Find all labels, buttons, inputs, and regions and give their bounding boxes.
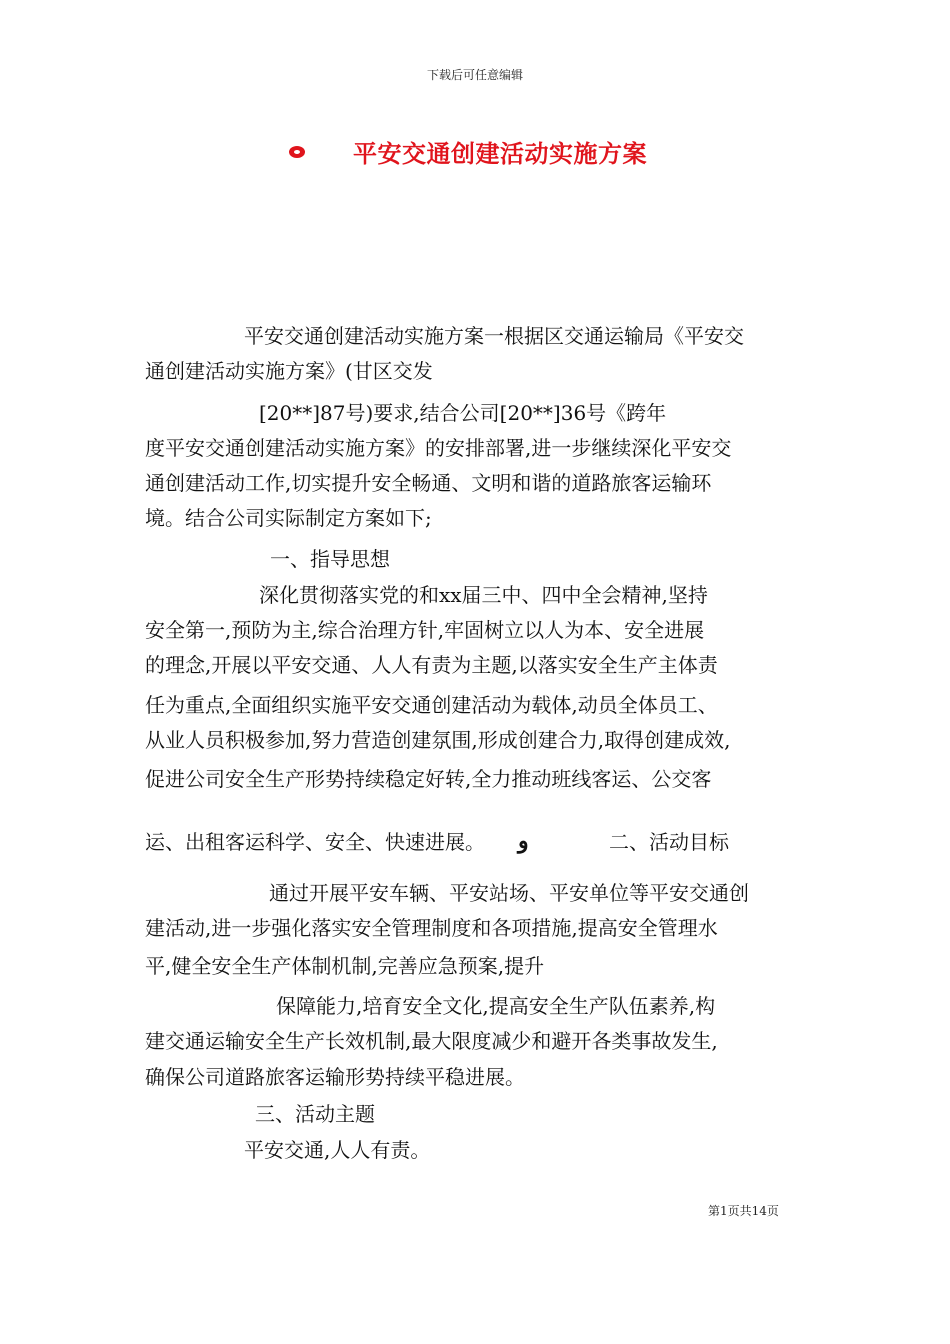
body-line: 建活动,进一步强化落实安全管理制度和各项措施,提高安全管理水 bbox=[145, 916, 718, 940]
body-line: 运、出租客运科学、安全、快速进展。 bbox=[145, 830, 485, 854]
body-line: 度平安交通创建活动实施方案》的安排部署,进一步继续深化平安交 bbox=[145, 436, 732, 460]
body-line: 通创建活动实施方案》(甘区交发 bbox=[145, 359, 433, 383]
body-line: 任为重点,全面组织实施平安交通创建活动为载体,动员全体员工、 bbox=[145, 693, 718, 717]
body-line: 确保公司道路旅客运输形势持续平稳进展。 bbox=[145, 1065, 525, 1089]
body-line: 从业人员积极参加,努力营造创建氛围,形成创建合力,取得创建成效, bbox=[145, 728, 731, 752]
section-heading: 二、活动目标 bbox=[609, 830, 729, 854]
section-heading: 一、指导思想 bbox=[270, 547, 390, 571]
body-line: 保障能力,培育安全文化,提高安全生产队伍素养,构 bbox=[276, 994, 716, 1018]
body-line: [20**]87号)要求,结合公司[20**]36号《跨年 bbox=[259, 401, 667, 425]
body-line: 通创建活动工作,切实提升安全畅通、文明和谐的道路旅客运输环 bbox=[145, 471, 712, 495]
body-line: 安全第一,预防为主,综合治理方针,牢固树立以人为本、安全进展 bbox=[145, 618, 705, 642]
header-note: 下载后可任意编辑 bbox=[426, 68, 523, 82]
body-line: 深化贯彻落实党的和xx届三中、四中全会精神,坚持 bbox=[259, 583, 708, 607]
body-line: 平,健全安全生产体制机制,完善应急预案,提升 bbox=[145, 954, 545, 978]
body-line: 平安交通,人人有责。 bbox=[244, 1138, 431, 1162]
bullet-icon bbox=[289, 146, 305, 158]
section-heading: 三、活动主题 bbox=[255, 1102, 375, 1126]
page-title: 平安交通创建活动实施方案 bbox=[353, 139, 647, 168]
body-line: 平安交通创建活动实施方案一根据区交通运输局《平安交 bbox=[244, 324, 744, 348]
body-line: 的理念,开展以平安交通、人人有责为主题,以落实安全生产主体责 bbox=[145, 653, 718, 677]
stray-mark: و bbox=[518, 828, 529, 854]
body-line: 促进公司安全生产形势持续稳定好转,全力推动班线客运、公交客 bbox=[145, 767, 712, 791]
page-number: 第1页共14页 bbox=[708, 1204, 779, 1218]
body-line: 通过开展平安车辆、平安站场、平安单位等平安交通创 bbox=[269, 881, 749, 905]
body-line: 境。结合公司实际制定方案如下; bbox=[145, 506, 432, 530]
body-line: 建交通运输安全生产长效机制,最大限度减少和避开各类事故发生, bbox=[145, 1029, 718, 1053]
